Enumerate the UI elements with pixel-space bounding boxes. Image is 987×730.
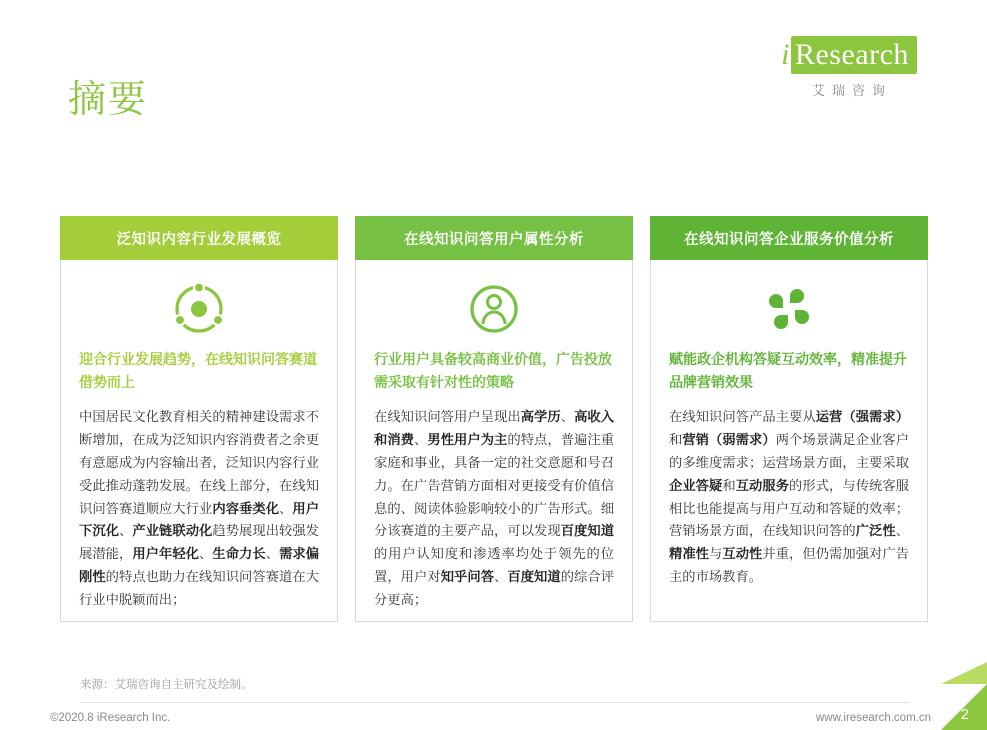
card-2-header: 在线知识问答用户属性分析 xyxy=(355,216,633,260)
card-1-body xyxy=(61,260,337,624)
network-node-icon xyxy=(79,280,319,338)
website-url: www.iresearch.com.cn xyxy=(815,712,931,724)
card-3-lead: 赋能政企机构答疑互动效率，精准提升品牌营销效果 xyxy=(669,351,907,391)
summary-card-2 xyxy=(355,216,633,622)
page-title: 摘要 xyxy=(68,79,149,122)
card-3-text: 在线知识问答产品主要从运营（强需求）和营销（弱需求）两个场景满足企业客户的多维度需求；运营场景方面，主要采取企业答疑和互动服务的形式，与传统客服相比也能提高与用户互动和答疑的效率；营销场景方面，在线知识问答的广泛性、精准性与互动性并重，但仍需加强对广告主的市场教育。 xyxy=(669,409,910,585)
user-profile-icon xyxy=(374,280,614,338)
card-2-text: 在线知识问答用户呈现出高学历、高收入和消费、男性用户为主的特点，普遍注重家庭和事业，具备一定的社交意愿和号召力。在广告营销方面相对更接受有价值信息的、阅读体验影响较小的广告形式。细分该赛道的主要产品，可以发现百度知道的用户认知度和渗透率均处于领先的位置，用户对知乎问答、百度知道的综合评分更高； xyxy=(374,409,615,608)
card-1-header: 泛知识内容行业发展概览 xyxy=(60,216,338,260)
card-3-header: 在线知识问答企业服务价值分析 xyxy=(650,216,928,260)
iresearch-logo xyxy=(759,38,939,99)
corner-accent-light xyxy=(941,662,987,684)
copyright-text: ©2020.8 iResearch Inc. xyxy=(50,712,171,724)
card-3-body xyxy=(651,260,927,601)
four-leaf-clover-icon xyxy=(669,280,909,338)
source-note: 来源：艾瑞咨询自主研究及绘制。 xyxy=(80,679,253,691)
card-1-text: 中国居民文化教育相关的精神建设需求不断增加，在成为泛知识内容消费者之余更有意愿成为内容输出者，泛知识内容行业受此推动蓬勃发展。在线上部分，在线知识问答赛道顺应大行业内容垂类化、用户下沉化、产业链联动化趋势展现出较强发展潜能，用户年轻化、生命力长、需求偏刚性的特点也助力在线知识问答赛道在大行业中脱颖而出； xyxy=(79,409,320,608)
logo-research-text: Research xyxy=(791,36,917,74)
card-2-lead: 行业用户具备较高商业价值，广告投放需采取有针对性的策略 xyxy=(374,351,612,391)
card-2-body xyxy=(356,260,632,624)
summary-columns xyxy=(60,216,928,622)
summary-card-3 xyxy=(650,216,928,622)
logo-subtitle: 艾瑞咨询 xyxy=(811,83,892,98)
footer-divider xyxy=(80,702,910,703)
page-number: 2 xyxy=(960,706,969,723)
logo-wordmark xyxy=(775,38,923,74)
card-1-lead: 迎合行业发展趋势，在线知识问答赛道借势而上 xyxy=(79,351,317,391)
summary-card-1 xyxy=(60,216,338,622)
logo-i-letter: i xyxy=(781,38,790,71)
